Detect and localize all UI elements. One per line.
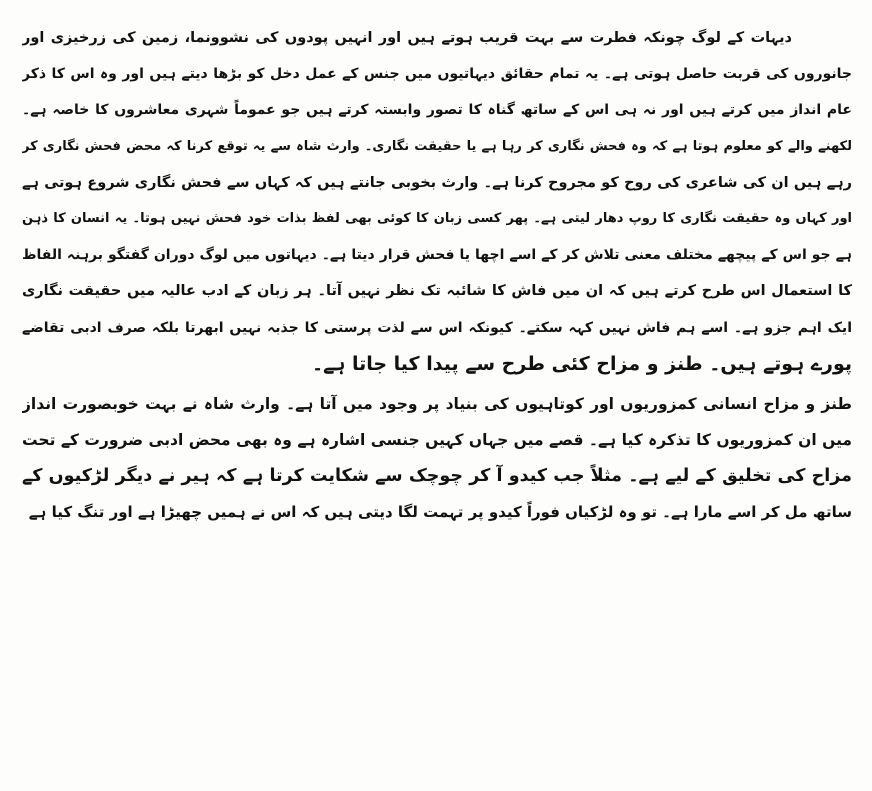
text-line: اور کہاں وہ حقیقت نگاری کا روپ دھار لیتی ہے۔ پھر کسی زبان کا کوئی بھی لفظ بذات خود فحش نہیں ہوتا۔ یہ انسان کا ذہن: [22, 210, 852, 226]
text-line: رہے ہیں ان کی شاعری کی روح کو مجروح کرنا ہے۔ وارث بخوبی جانتے ہیں کہ کہاں سے فحش نگاری شروع ہوتی ہے: [22, 174, 852, 191]
text-line: جانوروں کی قربت حاصل ہوتی ہے۔ یہ تمام حقائق دیہاتیوں میں جنس کے عمل دخل کو بڑھا دیتے ہیں اور وہ اس کا ذکر: [22, 66, 852, 83]
text-line: ساتھ مل کر اسے مارا ہے۔ تو وہ لڑکیاں فوراً کیدو پر تہمت لگا دیتی ہیں کہ اس نے ہمیں چھیڑا ہے اور تنگ کیا ہے: [28, 503, 852, 522]
text-line: ایک اہم جزو ہے۔ اسے ہم فاش نہیں کہہ سکتے۔ کیونکہ اس سے لذت پرستی کا جذبہ نہیں ابھرتا بلکہ صرف ادبی تقاضے: [22, 319, 852, 336]
text-line: میں ان کمزوریوں کا تذکرہ کیا ہے۔ قصے میں جہاں کہیں جنسی اشارہ ہے وہ بھی محض ادبی ضرورت کے تحت: [22, 431, 852, 450]
text-line: ہے جو اس کے پیچھے مختلف معنی تلاش کر کے اسے اچھا یا فحش قرار دیتا ہے۔ دیہاتوں میں لوگ دوران گفتگو برہنہ الفاظ: [22, 247, 852, 264]
text-line: دیہات کے لوگ چونکہ فطرت سے بہت قریب ہوتے ہیں اور انہیں پودوں کی نشوونما، زمین کی زرخیزی اور: [22, 30, 792, 46]
paragraph-2: [22, 386, 852, 531]
text-line: طنز و مزاح انسانی کمزوریوں اور کوتاہیوں کی بنیاد پر وجود میں آتا ہے۔ وارث شاہ نے بہت خوبصورت انداز: [22, 394, 852, 413]
text-line: پورے ہوتے ہیں۔ طنز و مزاح کئی طرح سے پیدا کیا جاتا ہے۔: [311, 352, 852, 375]
paragraph-1: [22, 20, 852, 382]
text-line: کا استعمال اس طرح کرتے ہیں کہ ان میں فاش کا شائبہ تک نظر نہیں آتا۔ ہر زبان کے ادب عالیہ میں حقیقت نگاری: [22, 283, 852, 300]
text-line: عام انداز میں کرتے ہیں اور نہ ہی اس کے ساتھ گناہ کا تصور وابستہ کرتے ہیں جو عموماً شہری معاشروں کا خاصہ ہے۔: [22, 102, 852, 119]
document-body: [22, 20, 852, 531]
text-line: مزاح کی تخلیق کے لیے ہے۔ مثلاً جب کیدو آ کر چوچک سے شکایت کرتا ہے کہ ہیر نے دیگر لڑکیوں کے: [22, 466, 852, 487]
text-line: لکھنے والے کو معلوم ہوتا ہے کہ وہ فحش نگاری کر رہا ہے یا حقیقت نگاری۔ وارث شاہ سے یہ توقع کرنا کہ محض فحش نگاری کر: [22, 138, 852, 154]
